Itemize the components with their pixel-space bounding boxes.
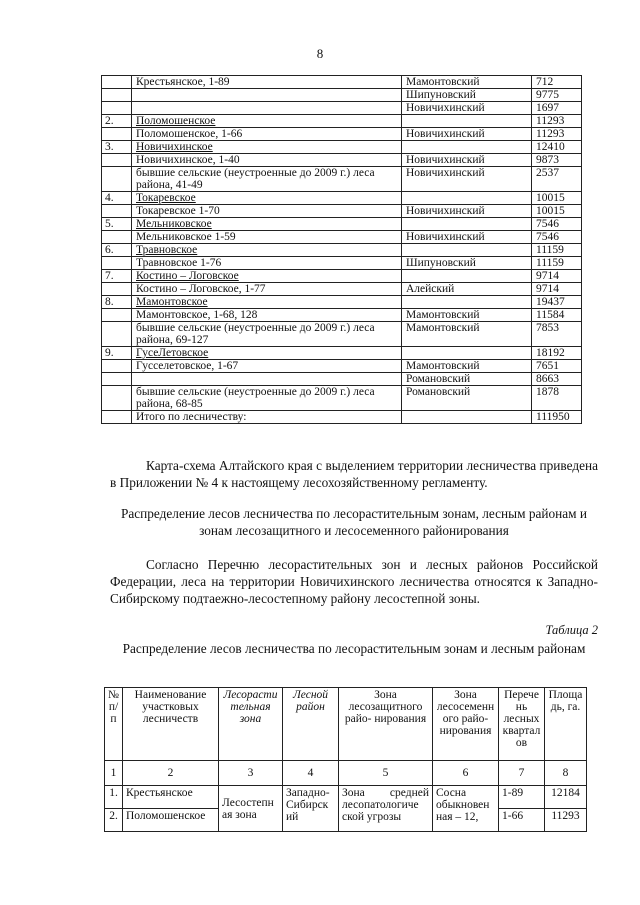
- row-number: 4.: [102, 192, 132, 205]
- district-name: Поломошенское, 1-66: [132, 128, 402, 141]
- table-row: [102, 128, 582, 141]
- table-row: [102, 218, 582, 231]
- admin-district: Новичихинский: [402, 154, 532, 167]
- quarters: 1-66: [499, 809, 545, 832]
- row-number: [102, 128, 132, 141]
- table-row: [102, 89, 582, 102]
- district-name: Костино – Логовское, 1-77: [132, 283, 402, 296]
- row-number: 6.: [102, 244, 132, 257]
- table-row: [102, 309, 582, 322]
- table-row: [102, 102, 582, 115]
- row-number: [102, 386, 132, 411]
- district-name: [132, 373, 402, 386]
- district-name: Мельниковское 1-59: [132, 231, 402, 244]
- area-ha: 712: [532, 76, 582, 89]
- header-cell: Перече нь лесных квартал ов: [499, 688, 545, 761]
- table-row: [102, 360, 582, 373]
- admin-district: Мамонтовский: [402, 309, 532, 322]
- district-name: Мамонтовское: [132, 296, 402, 309]
- row-number: 3.: [102, 141, 132, 154]
- row-number: [102, 231, 132, 244]
- table-row: [102, 411, 582, 424]
- table-row: [102, 296, 582, 309]
- table2-caption: Таблица 2: [545, 623, 598, 637]
- table-row: [102, 270, 582, 283]
- row-number: [102, 411, 132, 424]
- district-name: [132, 89, 402, 102]
- admin-district: Мамонтовский: [402, 322, 532, 347]
- column-number: 1: [105, 761, 123, 786]
- area-ha: 11293: [532, 115, 582, 128]
- column-number: 6: [433, 761, 499, 786]
- admin-district: [402, 411, 532, 424]
- area-ha: 10015: [532, 205, 582, 218]
- table-row: [102, 244, 582, 257]
- district-name: Мамонтовское, 1-68, 128: [132, 309, 402, 322]
- admin-district: [402, 218, 532, 231]
- admin-district: [402, 270, 532, 283]
- admin-district: Романовский: [402, 373, 532, 386]
- district-name: Поломошенское: [132, 115, 402, 128]
- table-row: [102, 141, 582, 154]
- row-number: 5.: [102, 218, 132, 231]
- district-name: Травновское 1-76: [132, 257, 402, 270]
- table-row: [102, 231, 582, 244]
- admin-district: Новичихинский: [402, 167, 532, 192]
- district-name: ГусеЛетовское: [132, 347, 402, 360]
- area-ha: 8663: [532, 373, 582, 386]
- row-number: [102, 102, 132, 115]
- area-ha: 1878: [532, 386, 582, 411]
- row-number: [102, 89, 132, 102]
- column-number: 4: [283, 761, 339, 786]
- table2-row: [105, 786, 587, 809]
- table-row: [102, 205, 582, 218]
- area-ha: 111950: [532, 411, 582, 424]
- district-name: Новичихинское, 1-40: [132, 154, 402, 167]
- admin-district: [402, 244, 532, 257]
- admin-district: Алейский: [402, 283, 532, 296]
- row-number: 2.: [105, 809, 123, 832]
- table-row: [102, 192, 582, 205]
- row-number: 7.: [102, 270, 132, 283]
- district-name: Костино – Логовское: [132, 270, 402, 283]
- row-number: [102, 205, 132, 218]
- area-ha: 10015: [532, 192, 582, 205]
- admin-district: [402, 347, 532, 360]
- district-name: бывшие сельские (неустроенные до 2009 г.) леса района, 41-49: [132, 167, 402, 192]
- admin-district: [402, 141, 532, 154]
- table-row: [102, 322, 582, 347]
- forest-district-area-table: [101, 75, 582, 424]
- area-ha: 11584: [532, 309, 582, 322]
- table-row: [102, 115, 582, 128]
- admin-district: Романовский: [402, 386, 532, 411]
- area-ha: 19437: [532, 296, 582, 309]
- admin-district: Новичихинский: [402, 231, 532, 244]
- table2-column-number-row: [105, 761, 587, 786]
- row-number: 8.: [102, 296, 132, 309]
- district-name: бывшие сельские (неустроенные до 2009 г.) леса района, 69-127: [132, 322, 402, 347]
- header-cell: Зона лесосеменн ого райо- нирования: [433, 688, 499, 761]
- district-name: Гусселетовское, 1-67: [132, 360, 402, 373]
- row-number: [102, 154, 132, 167]
- forest-zones-table: [104, 687, 587, 832]
- area-ha: 9775: [532, 89, 582, 102]
- column-number: 2: [123, 761, 219, 786]
- header-cell: Лесорасти тельная зона: [219, 688, 283, 761]
- area-ha: 18192: [532, 347, 582, 360]
- district-name: Токаревское: [132, 192, 402, 205]
- table-row: [102, 167, 582, 192]
- header-cell: № п/ п: [105, 688, 123, 761]
- table-row: [102, 347, 582, 360]
- admin-district: [402, 115, 532, 128]
- area-ha: 9714: [532, 270, 582, 283]
- area-ha: 7546: [532, 218, 582, 231]
- district-name: Новичихинское: [132, 141, 402, 154]
- table-row: [102, 76, 582, 89]
- header-cell: Наименование участковых лесничеств: [123, 688, 219, 761]
- area-ha: 2537: [532, 167, 582, 192]
- header-cell: Зона лесозащитного райо- нирования: [339, 688, 433, 761]
- row-number: [102, 373, 132, 386]
- row-number: [102, 309, 132, 322]
- row-number: 9.: [102, 347, 132, 360]
- district-name: Травновское: [132, 244, 402, 257]
- column-number: 5: [339, 761, 433, 786]
- row-number: [102, 283, 132, 296]
- table-row: [102, 386, 582, 411]
- district-name: Крестьянское: [123, 786, 219, 809]
- forest-region: Западно- Сибирск ий: [283, 786, 339, 832]
- area-ha: 11293: [532, 128, 582, 141]
- table2-header-row: [105, 688, 587, 761]
- area: 12184: [545, 786, 587, 809]
- table2-title: Распределение лесов лесничества по лесорастительным зонам и лесным районам: [122, 641, 586, 656]
- zone-text-paragraph: Согласно Перечню лесорастительных зон и лесных районов Российской Федерации, леса на территории Новичихинского лесничества относятся к Западно-Сибирскому подтаежно-лесостепному району лесостепной зоны.: [110, 557, 598, 606]
- area-ha: 7853: [532, 322, 582, 347]
- page-number: 8: [316, 46, 324, 61]
- admin-district: [402, 296, 532, 309]
- area-ha: 1697: [532, 102, 582, 115]
- header-cell: Площа дь, га.: [545, 688, 587, 761]
- district-name: Поломошенское: [123, 809, 219, 832]
- district-name: бывшие сельские (неустроенные до 2009 г.) леса района, 68-85: [132, 386, 402, 411]
- protection-zone: Зона средней лесопатологиче ской угрозы: [339, 786, 433, 832]
- admin-district: Мамонтовский: [402, 76, 532, 89]
- row-number: [102, 167, 132, 192]
- admin-district: Шипуновский: [402, 89, 532, 102]
- table-row: [102, 283, 582, 296]
- quarters: 1-89: [499, 786, 545, 809]
- district-name: Токаревское 1-70: [132, 205, 402, 218]
- row-number: 1.: [105, 786, 123, 809]
- table-row: [102, 373, 582, 386]
- row-number: [102, 257, 132, 270]
- area-ha: 7651: [532, 360, 582, 373]
- column-number: 3: [219, 761, 283, 786]
- area-ha: 11159: [532, 244, 582, 257]
- area-ha: 12410: [532, 141, 582, 154]
- section-heading: Распределение лесов лесничества по лесорастительным зонам, лесным районам и зонам лесозащитного и лесосеменного районирования: [120, 506, 588, 538]
- area-ha: 7546: [532, 231, 582, 244]
- admin-district: Новичихинский: [402, 205, 532, 218]
- district-name: Мельниковское: [132, 218, 402, 231]
- table-row: [102, 154, 582, 167]
- area-ha: 9873: [532, 154, 582, 167]
- table-row: [102, 257, 582, 270]
- district-name: [132, 102, 402, 115]
- column-number: 7: [499, 761, 545, 786]
- area-ha: 9714: [532, 283, 582, 296]
- admin-district: Новичихинский: [402, 102, 532, 115]
- admin-district: Новичихинский: [402, 128, 532, 141]
- admin-district: Шипуновский: [402, 257, 532, 270]
- row-number: 2.: [102, 115, 132, 128]
- area: 11293: [545, 809, 587, 832]
- area-ha: 11159: [532, 257, 582, 270]
- admin-district: [402, 192, 532, 205]
- row-number: [102, 360, 132, 373]
- district-name: Итого по лесничеству:: [132, 411, 402, 424]
- map-note-paragraph: Карта-схема Алтайского края с выделением территории лесничества приведена в Приложении № 4 к настоящему лесохозяйственному регламенту.: [110, 458, 598, 490]
- header-cell: Лесной район: [283, 688, 339, 761]
- seed-zone: Сосна обыкновен ная – 12,: [433, 786, 499, 832]
- row-number: [102, 322, 132, 347]
- column-number: 8: [545, 761, 587, 786]
- vegetation-zone: Лесостепн ая зона: [219, 786, 283, 832]
- district-name: Крестьянское, 1-89: [132, 76, 402, 89]
- admin-district: Мамонтовский: [402, 360, 532, 373]
- row-number: [102, 76, 132, 89]
